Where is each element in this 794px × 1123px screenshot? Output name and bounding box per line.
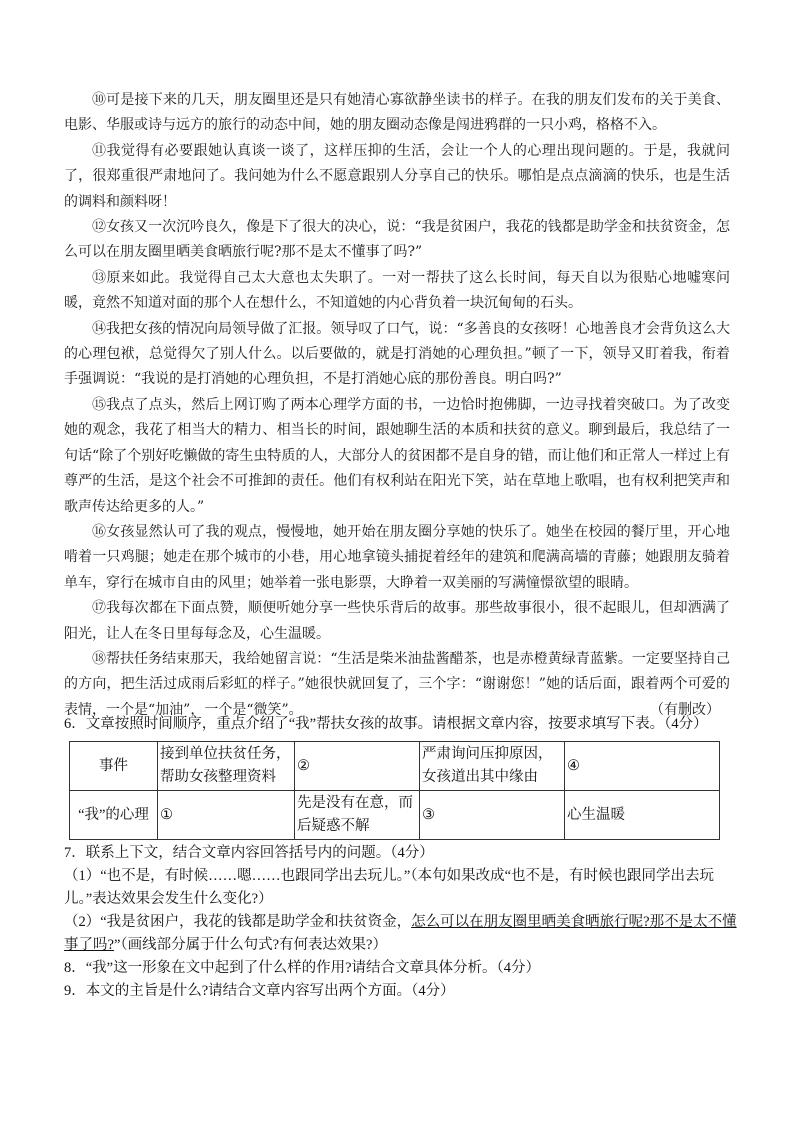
- paragraph-15: ⑮我点了点头，然后上网订购了两本心理学方面的书，一边恰时抱佛脚，一边寻找着突破口。为了改变她的观念，我花了相当大的精力、相当长的时间，跟她聊生活的本质和扶贫的意义。聊到最后，我总结了一句话“除了个别好吃懒做的寄生虫特质的人，大部分人的贫困都不是自身的错，而让他们和正常人一样过上有尊严的生活，是这个社会不可推卸的责任。他们有权利站在阳光下笑，站在草地上歌唱，也有权利把笑声和歌声传达给更多的人。”: [64, 396, 730, 515]
- question-6: 6．文章按照时间顺序，重点介绍了“我”帮扶女孩的故事。请根据文章内容，按要求填写下表。（4分）: [64, 716, 708, 732]
- source-note: （有删改）: [650, 701, 720, 718]
- paragraph-16: ⑯女孩显然认可了我的观点，慢慢地，她开始在朋友圈分享她的快乐了。她坐在校园的餐厅里，开心地啃着一只鸡腿；她走在那个城市的小巷，用心地拿镜头捕捉着经年的建筑和爬满高墙的青藤；她跟朋友骑着单车，穿行在城市自由的风里；她举着一张电影票，大睁着一双美丽的写满憧憬欲望的眼睛。: [64, 523, 730, 591]
- table-header-event: 事件: [70, 742, 158, 791]
- table-cell-blank-3[interactable]: ③: [420, 791, 565, 840]
- question-7-1: （1）“也不是，有时候……嗯……也跟同学出去玩儿。”（本句如果改成“也不是，有时候也跟同学出去玩儿。”表达效果会发生什么变化?）: [64, 868, 715, 907]
- question-9: 9．本文的主旨是什么?请结合文章内容写出两个方面。（4分）: [64, 983, 455, 999]
- q7-2-tail: ”（画线部分属于什么句式?有何表达效果?）: [113, 937, 387, 953]
- table-cell: 心生温暖: [565, 791, 720, 840]
- question-7-2: [64, 911, 740, 957]
- paragraph-12: ⑫女孩又一次沉吟良久，像是下了很大的决心，说：“我是贫困户，我花的钱都是助学金和扶贫资金，怎么可以在朋友圈里晒美食晒旅行呢?那不是太不懂事了吗?”: [64, 219, 730, 261]
- underlined-sentence: 怎么可以在朋友圈里晒美食晒旅行呢?那不是太不懂事了吗?: [64, 914, 737, 953]
- paragraph-18-text: ⑱帮扶任务结束那天，我给她留言说：“生活是柴米油盐酱醋茶，也是赤橙黄绿青蓝紫。一定要坚持自己的方向，把生活过成雨后彩虹的样子。”她很快就回复了，三个字：“谢谢您！”她的话后面，跟着两个可爱的表情，一个是“加油”，一个是“微笑”。: [64, 650, 730, 718]
- events-table: [69, 741, 720, 840]
- q7-2-lead: （2）“我是贫困户，我花的钱都是助学金和扶贫资金，: [64, 914, 412, 930]
- table-row: [70, 791, 720, 840]
- paragraph-18: [64, 647, 730, 723]
- paragraph-11: ⑪我觉得有必要跟她认真谈一谈了，这样压抑的生活，会让一个人的心理出现问题的。于是，我就问了，很郑重很严肃地问了。我问她为什么不愿意跟别人分享自己的快乐。哪怕是点点滴滴的快乐，也是生活的调料和颜料呀！: [64, 142, 730, 210]
- paragraph-17: ⑰我每次都在下面点赞，顺便听她分享一些快乐背后的故事。那些故事很小，很不起眼儿，但却洒满了阳光，让人在冬日里每每念及，心生温暖。: [64, 600, 730, 642]
- paragraph-13: ⑬原来如此。我觉得自己太大意也太失职了。一对一帮扶了这么长时间，每天自以为很贴心地嘘寒问暖，竟然不知道对面的那个人在想什么，不知道她的内心背负着一块沉甸甸的石头。: [64, 269, 730, 312]
- question-8: 8．“我”这一形象在文中起到了什么样的作用?请结合文章具体分析。（4分）: [64, 960, 541, 976]
- paragraph-10: ⑩可是接下来的几天，朋友圈里还是只有她清心寡欲静坐读书的样子。在我的朋友们发布的关于美食、电影、华服或诗与远方的旅行的动态中间，她的朋友圈动态像是闯进鸦群的一只小鸡，格格不入。: [64, 92, 730, 134]
- table-cell-blank-1[interactable]: ①: [158, 791, 295, 840]
- table-header-feeling: “我”的心理: [70, 791, 158, 840]
- table-cell: 先是没有在意，而后疑惑不解: [295, 791, 420, 840]
- questions-section: [64, 713, 740, 1003]
- table-cell: 严肃询问压抑原因，女孩道出其中缘由: [420, 742, 565, 791]
- paragraph-14: ⑭我把女孩的情况向局领导做了汇报。领导叹了口气，说：“多善良的女孩呀！心地善良才会背负这么大的心理包袱，总觉得欠了别人什么。以后要做的，就是打消她的心理负担。”顿了一下，领导又盯着我，衔着手强调说：“我说的是打消她的心理负担，不是打消她心底的那份善良。明白吗?”: [64, 320, 730, 388]
- table-cell-blank-4[interactable]: ④: [565, 742, 720, 791]
- table-row: [70, 742, 720, 791]
- table-cell-blank-2[interactable]: ②: [295, 742, 420, 791]
- question-7: 7．联系上下文，结合文章内容回答括号内的问题。（4分）: [64, 845, 434, 861]
- table-cell: 接到单位扶贫任务，帮助女孩整理资料: [158, 742, 295, 791]
- reading-passage: [64, 88, 730, 723]
